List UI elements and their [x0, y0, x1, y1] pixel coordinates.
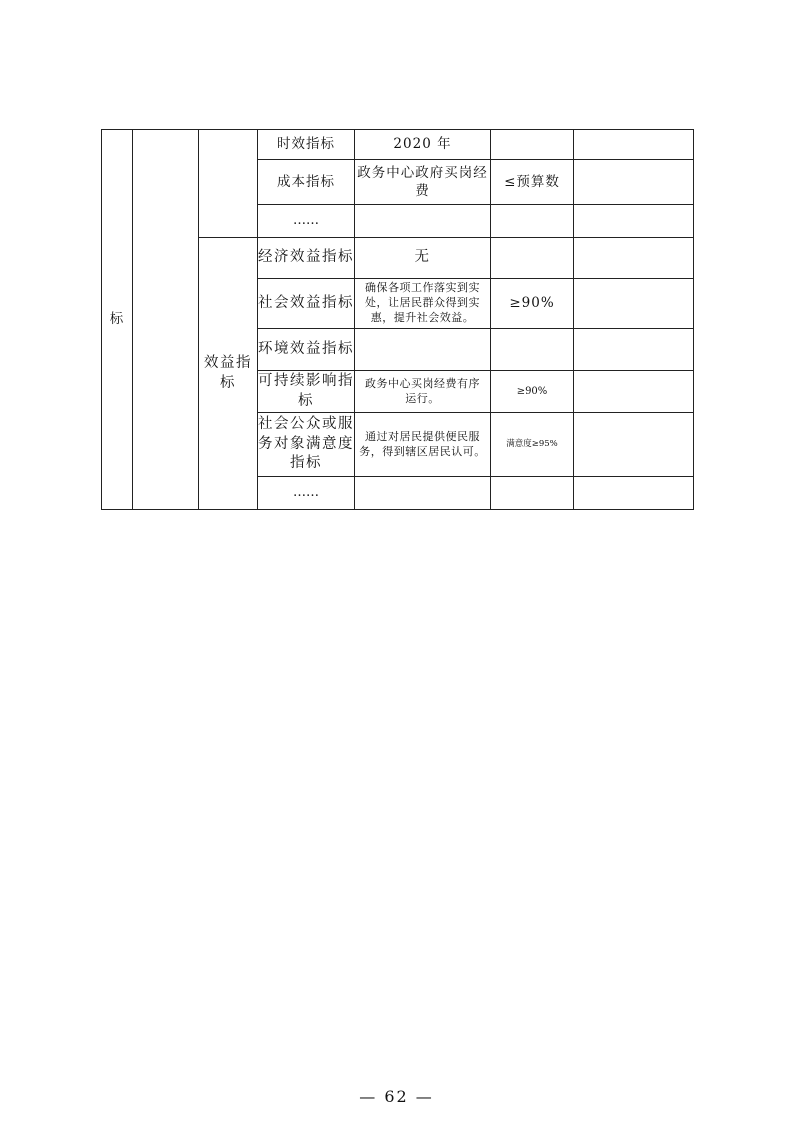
indicator-content: 2020 年: [355, 130, 491, 160]
indicator-target: 满意度≥95%: [491, 413, 574, 477]
indicator-target: [491, 238, 574, 279]
indicator-content: 无: [355, 238, 491, 279]
indicator-content: [355, 205, 491, 238]
indicator-note: [574, 477, 694, 510]
indicator-name: 时效指标: [258, 130, 355, 160]
indicator-note: [574, 130, 694, 160]
indicator-note: [574, 329, 694, 371]
indicator-name: 环境效益指标: [258, 329, 355, 371]
empty-cell: [199, 130, 258, 238]
indicator-content: 政务中心买岗经费有序运行。: [355, 371, 491, 413]
indicator-name: 可持续影响指标: [258, 371, 355, 413]
indicator-target: ≤预算数: [491, 160, 574, 205]
indicator-target: [491, 329, 574, 371]
indicator-note: [574, 413, 694, 477]
indicator-target: ≥90%: [491, 371, 574, 413]
performance-indicator-table: [101, 129, 694, 510]
empty-cell: [133, 130, 199, 510]
indicator-note: [574, 279, 694, 329]
indicator-note: [574, 205, 694, 238]
group-label: 效益指标: [199, 238, 258, 510]
indicator-content: 确保各项工作落实到实处，让居民群众得到实惠，提升社会效益。: [355, 279, 491, 329]
indicator-content: 政务中心政府买岗经费: [355, 160, 491, 205]
indicator-name: 经济效益指标: [258, 238, 355, 279]
indicator-target: ≥90%: [491, 279, 574, 329]
table-row: [102, 130, 694, 160]
indicator-name: ……: [258, 477, 355, 510]
indicator-content: 通过对居民提供便民服务，得到辖区居民认可。: [355, 413, 491, 477]
page-number: — 62 —: [359, 1087, 434, 1106]
indicator-name: ……: [258, 205, 355, 238]
indicator-content: [355, 329, 491, 371]
indicator-column-label: 标: [102, 130, 133, 510]
indicator-note: [574, 371, 694, 413]
indicator-name: 成本指标: [258, 160, 355, 205]
indicator-target: [491, 130, 574, 160]
indicator-name: 社会公众或服务对象满意度指标: [258, 413, 355, 477]
indicator-target: [491, 477, 574, 510]
indicator-target: [491, 205, 574, 238]
indicator-note: [574, 238, 694, 279]
indicator-note: [574, 160, 694, 205]
indicator-name: 社会效益指标: [258, 279, 355, 329]
indicator-content: [355, 477, 491, 510]
